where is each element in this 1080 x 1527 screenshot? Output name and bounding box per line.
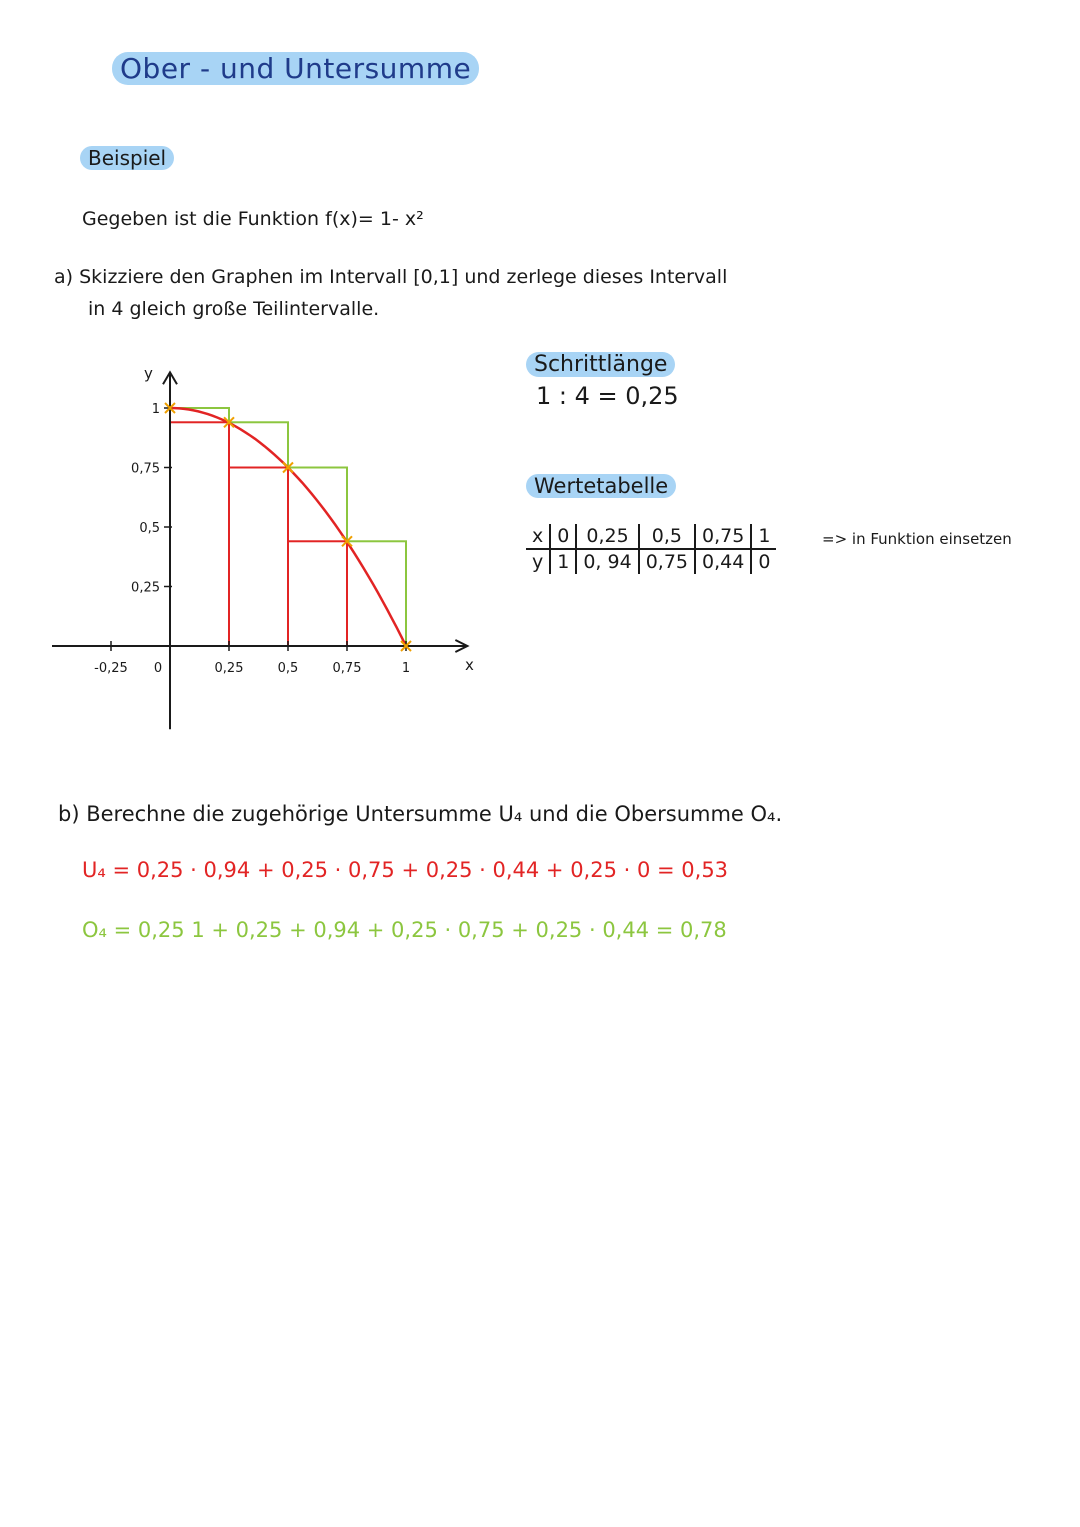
x-tick-label: 0,25 [214, 661, 244, 676]
value-table-row-y [526, 549, 776, 574]
task-a-line1: a) Skizziere den Graphen im Intervall [0,1] und zerlege dieses Intervall [54, 266, 728, 288]
step-length-calc: 1 : 4 = 0,25 [536, 382, 679, 410]
table-cell: 0,75 [695, 524, 751, 549]
table-cell: 0,25 [576, 524, 638, 549]
lower-sum-rect [170, 422, 229, 646]
table-header-x: x [526, 524, 550, 549]
table-cell: 0,5 [639, 524, 695, 549]
value-table [526, 524, 776, 574]
step-length-heading [526, 352, 675, 377]
page-title [112, 52, 479, 85]
upper-sum-rect [288, 468, 347, 647]
table-cell: 0 [550, 524, 576, 549]
given-function: Gegeben ist die Funktion f(x)= 1- x² [82, 208, 424, 230]
table-cell: 1 [550, 549, 576, 574]
value-table-label: Wertetabelle [526, 474, 676, 498]
y-tick-label: 1 [151, 402, 160, 417]
table-header-y: y [532, 551, 544, 573]
step-length-label: Schrittlänge [526, 352, 675, 377]
lower-sum-rect [229, 468, 288, 647]
task-b: b) Berechne die zugehörige Untersumme U₄ und die Obersumme O₄. [58, 802, 783, 826]
table-cell: 0,44 [695, 549, 751, 574]
x-tick-label: 0,75 [332, 661, 362, 676]
y-axis-label: y [144, 364, 153, 383]
value-table-heading [526, 474, 676, 498]
example-heading [80, 146, 174, 170]
page-title-text: Ober - und Untersumme [112, 52, 479, 85]
table-cell: 0 [751, 549, 776, 574]
x-tick-label: -0,25 [94, 661, 128, 676]
chart-layer [52, 364, 474, 729]
upper-sum-formula: O₄ = 0,25 1 + 0,25 + 0,94 + 0,25 · 0,75 + 0,25 · 0,44 = 0,78 [82, 918, 727, 942]
example-label: Beispiel [80, 146, 174, 170]
table-cell: 1 [751, 524, 776, 549]
table-cell: 0,75 [639, 549, 695, 574]
y-tick-label: 0,25 [131, 580, 160, 596]
lower-sum-rect [288, 541, 347, 646]
lower-sum-formula: U₄ = 0,25 · 0,94 + 0,25 · 0,75 + 0,25 · 0,44 + 0,25 · 0 = 0,53 [82, 858, 729, 882]
task-a-line2: in 4 gleich große Teilintervalle. [88, 298, 380, 320]
table-note: => in Funktion einsetzen [822, 530, 1012, 548]
x-axis-label: x [465, 656, 474, 674]
x-tick-label: 0 [153, 661, 163, 676]
y-tick-label: 0,5 [139, 521, 160, 536]
x-tick-label: 1 [401, 661, 411, 676]
table-cell: 0, 94 [576, 549, 638, 574]
upper-sum-rect [170, 408, 229, 646]
value-table-row-x [526, 524, 776, 549]
function-chart [0, 350, 520, 750]
y-tick-label: 0,75 [131, 461, 160, 477]
upper-sum-rect [229, 422, 288, 646]
x-tick-label: 0,5 [277, 661, 299, 676]
